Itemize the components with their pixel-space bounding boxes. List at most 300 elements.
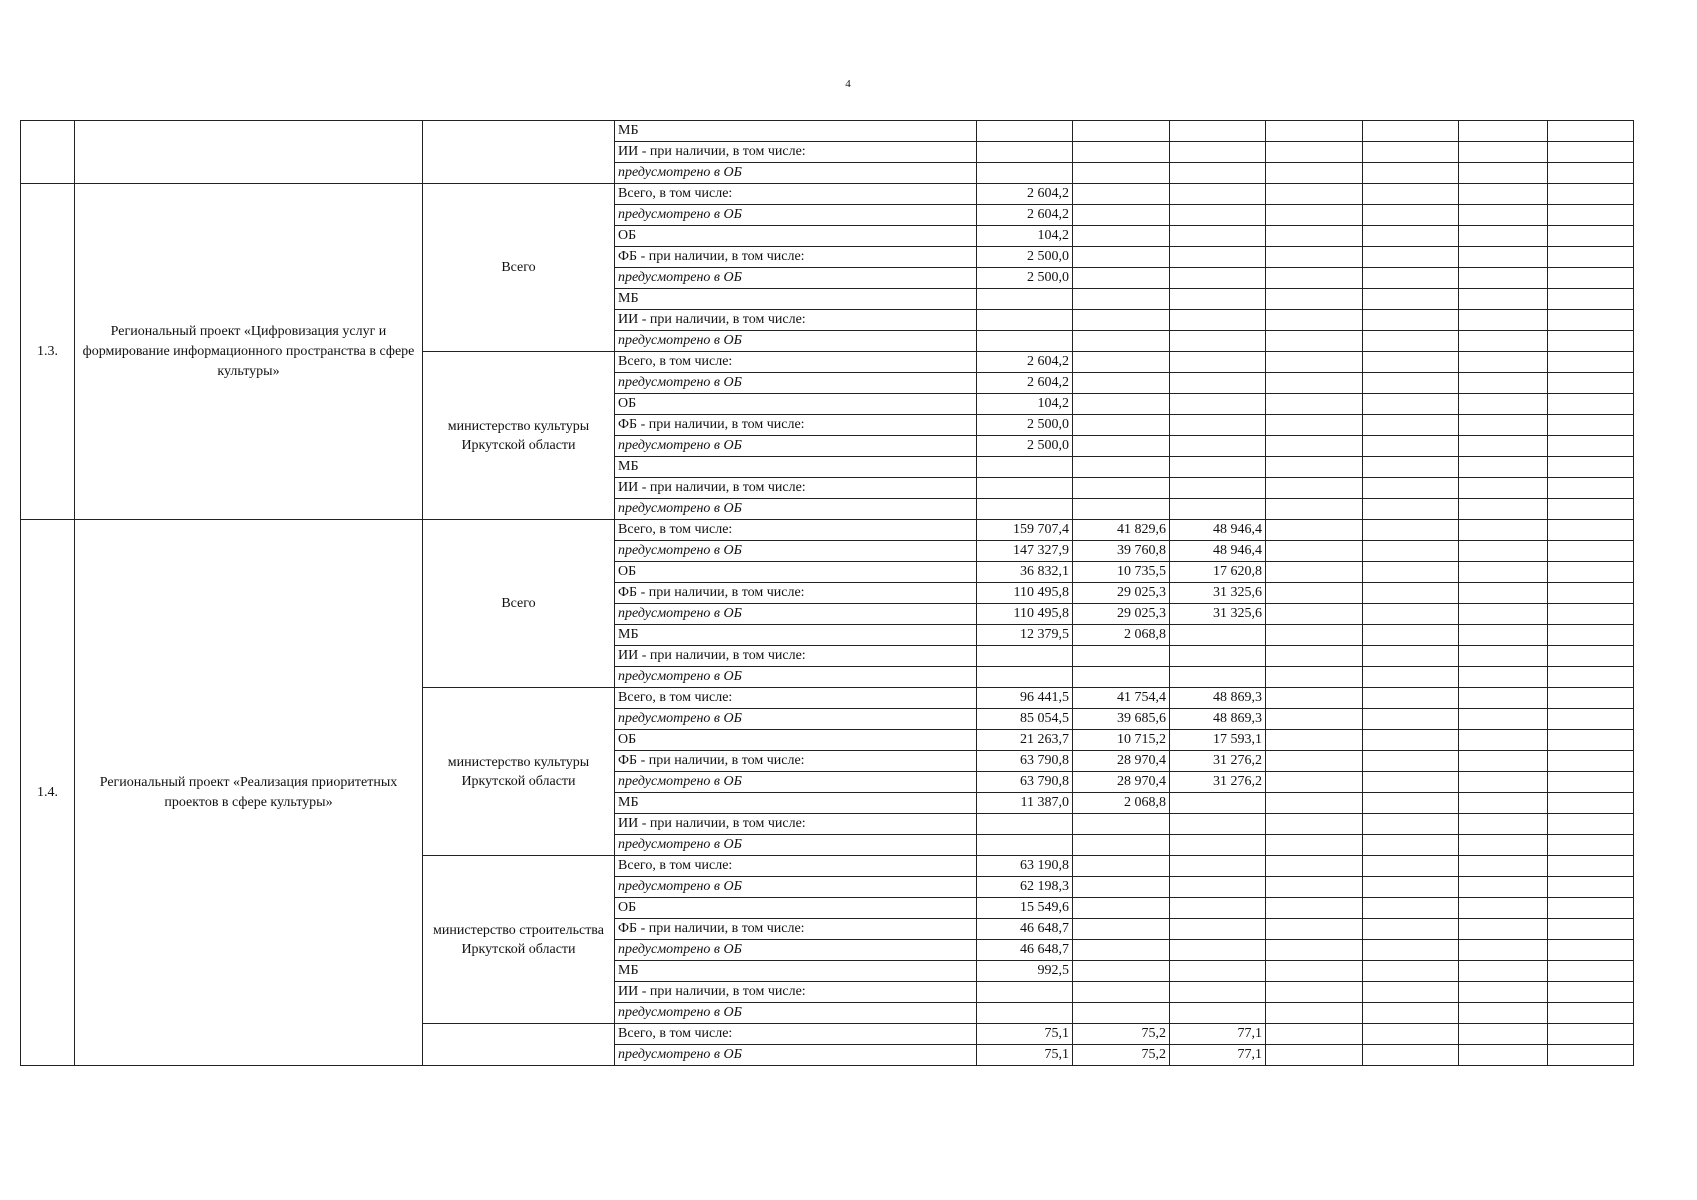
- amount-cell: [1459, 205, 1548, 226]
- amount-cell: [1459, 919, 1548, 940]
- amount-cell: [1170, 877, 1266, 898]
- amount-cell: [1363, 562, 1459, 583]
- amount-cell: [1459, 940, 1548, 961]
- amount-cell: [1548, 331, 1634, 352]
- amount-cell: [1073, 814, 1170, 835]
- amount-cell: [1073, 394, 1170, 415]
- funding-source: предусмотрено в ОБ: [615, 268, 977, 289]
- amount-cell: [1363, 709, 1459, 730]
- amount-cell: [1548, 835, 1634, 856]
- amount-cell: [1170, 1003, 1266, 1024]
- amount-cell: 159 707,4: [977, 520, 1073, 541]
- amount-cell: [1548, 499, 1634, 520]
- amount-cell: [1073, 352, 1170, 373]
- amount-cell: [1266, 436, 1363, 457]
- amount-cell: [1073, 121, 1170, 142]
- amount-cell: [1459, 856, 1548, 877]
- amount-cell: [1459, 541, 1548, 562]
- amount-cell: [1266, 499, 1363, 520]
- funding-source: МБ: [615, 121, 977, 142]
- amount-cell: 992,5: [977, 961, 1073, 982]
- table-row: [21, 121, 1634, 142]
- amount-cell: [977, 457, 1073, 478]
- amount-cell: [1170, 289, 1266, 310]
- funding-source: МБ: [615, 961, 977, 982]
- funding-source: Всего, в том числе:: [615, 520, 977, 541]
- funding-source: Всего, в том числе:: [615, 688, 977, 709]
- amount-cell: [1459, 520, 1548, 541]
- amount-cell: [1548, 1003, 1634, 1024]
- amount-cell: [1363, 415, 1459, 436]
- amount-cell: [1363, 541, 1459, 562]
- amount-cell: [977, 163, 1073, 184]
- amount-cell: [1170, 121, 1266, 142]
- amount-cell: [1073, 1003, 1170, 1024]
- amount-cell: [1459, 961, 1548, 982]
- amount-cell: [977, 310, 1073, 331]
- funding-source: предусмотрено в ОБ: [615, 163, 977, 184]
- amount-cell: 10 715,2: [1073, 730, 1170, 751]
- amount-cell: [1363, 205, 1459, 226]
- funding-source: ИИ - при наличии, в том числе:: [615, 814, 977, 835]
- amount-cell: [1548, 1024, 1634, 1045]
- amount-cell: [1459, 730, 1548, 751]
- amount-cell: [1266, 1024, 1363, 1045]
- amount-cell: [1266, 142, 1363, 163]
- amount-cell: [1548, 772, 1634, 793]
- amount-cell: [1459, 457, 1548, 478]
- amount-cell: 31 325,6: [1170, 604, 1266, 625]
- amount-cell: [1548, 919, 1634, 940]
- amount-cell: [1363, 940, 1459, 961]
- amount-cell: [1548, 289, 1634, 310]
- amount-cell: [1170, 310, 1266, 331]
- amount-cell: [977, 646, 1073, 667]
- amount-cell: 10 735,5: [1073, 562, 1170, 583]
- amount-cell: [1363, 730, 1459, 751]
- executor-total: Всего: [423, 184, 615, 352]
- amount-cell: [1073, 457, 1170, 478]
- amount-cell: 21 263,7: [977, 730, 1073, 751]
- amount-cell: [1548, 121, 1634, 142]
- amount-cell: [1459, 142, 1548, 163]
- amount-cell: [1363, 142, 1459, 163]
- amount-cell: [1266, 478, 1363, 499]
- amount-cell: [1266, 184, 1363, 205]
- amount-cell: [1170, 898, 1266, 919]
- amount-cell: 2 068,8: [1073, 793, 1170, 814]
- amount-cell: [1548, 457, 1634, 478]
- amount-cell: [1363, 667, 1459, 688]
- amount-cell: 31 325,6: [1170, 583, 1266, 604]
- amount-cell: [1170, 142, 1266, 163]
- amount-cell: [977, 289, 1073, 310]
- amount-cell: [1170, 940, 1266, 961]
- executor-min-culture: министерство культуры Иркутской области: [423, 688, 615, 856]
- amount-cell: [1548, 142, 1634, 163]
- funding-source: ИИ - при наличии, в том числе:: [615, 310, 977, 331]
- amount-cell: [1363, 604, 1459, 625]
- amount-cell: [1266, 373, 1363, 394]
- amount-cell: [1548, 961, 1634, 982]
- funding-source: ФБ - при наличии, в том числе:: [615, 583, 977, 604]
- amount-cell: [1548, 562, 1634, 583]
- amount-cell: [1266, 163, 1363, 184]
- table-row: [21, 184, 1634, 205]
- amount-cell: 36 832,1: [977, 562, 1073, 583]
- amount-cell: [1548, 877, 1634, 898]
- amount-cell: [1459, 814, 1548, 835]
- funding-source: ОБ: [615, 898, 977, 919]
- funding-source: Всего, в том числе:: [615, 1024, 977, 1045]
- amount-cell: [1548, 688, 1634, 709]
- amount-cell: [1459, 667, 1548, 688]
- funding-source: ИИ - при наличии, в том числе:: [615, 142, 977, 163]
- executor-cell: [423, 1024, 615, 1066]
- amount-cell: 39 760,8: [1073, 541, 1170, 562]
- funding-source: предусмотрено в ОБ: [615, 1045, 977, 1066]
- amount-cell: [1459, 436, 1548, 457]
- funding-source: ИИ - при наличии, в том числе:: [615, 478, 977, 499]
- amount-cell: [1073, 646, 1170, 667]
- amount-cell: 31 276,2: [1170, 772, 1266, 793]
- funding-source: ФБ - при наличии, в том числе:: [615, 415, 977, 436]
- amount-cell: [1266, 667, 1363, 688]
- amount-cell: 85 054,5: [977, 709, 1073, 730]
- amount-cell: [1170, 226, 1266, 247]
- project-name-cell: [75, 121, 423, 184]
- amount-cell: [1363, 226, 1459, 247]
- amount-cell: [1073, 205, 1170, 226]
- amount-cell: 29 025,3: [1073, 583, 1170, 604]
- amount-cell: 2 500,0: [977, 247, 1073, 268]
- amount-cell: [1266, 625, 1363, 646]
- funding-source: ОБ: [615, 562, 977, 583]
- amount-cell: [1363, 1024, 1459, 1045]
- amount-cell: [1170, 163, 1266, 184]
- amount-cell: [1266, 205, 1363, 226]
- amount-cell: [1363, 919, 1459, 940]
- funding-source: предусмотрено в ОБ: [615, 436, 977, 457]
- amount-cell: 31 276,2: [1170, 751, 1266, 772]
- funding-source: предусмотрено в ОБ: [615, 1003, 977, 1024]
- amount-cell: [1266, 835, 1363, 856]
- amount-cell: [1363, 331, 1459, 352]
- amount-cell: [1548, 520, 1634, 541]
- funding-source: предусмотрено в ОБ: [615, 667, 977, 688]
- amount-cell: 29 025,3: [1073, 604, 1170, 625]
- amount-cell: [1170, 436, 1266, 457]
- amount-cell: [1363, 751, 1459, 772]
- amount-cell: [1363, 373, 1459, 394]
- amount-cell: [1363, 478, 1459, 499]
- amount-cell: [977, 1003, 1073, 1024]
- amount-cell: [1170, 814, 1266, 835]
- amount-cell: [1266, 814, 1363, 835]
- amount-cell: [1363, 625, 1459, 646]
- amount-cell: [1266, 751, 1363, 772]
- amount-cell: [1266, 793, 1363, 814]
- funding-source: ИИ - при наличии, в том числе:: [615, 646, 977, 667]
- amount-cell: 17 593,1: [1170, 730, 1266, 751]
- amount-cell: [1548, 646, 1634, 667]
- amount-cell: 75,1: [977, 1045, 1073, 1066]
- amount-cell: [1363, 457, 1459, 478]
- amount-cell: [977, 331, 1073, 352]
- table-row: [21, 520, 1634, 541]
- amount-cell: [1548, 940, 1634, 961]
- amount-cell: [1170, 268, 1266, 289]
- amount-cell: [1073, 184, 1170, 205]
- amount-cell: [1266, 268, 1363, 289]
- funding-source: Всего, в том числе:: [615, 856, 977, 877]
- amount-cell: 41 829,6: [1073, 520, 1170, 541]
- amount-cell: [1459, 688, 1548, 709]
- amount-cell: [1073, 856, 1170, 877]
- amount-cell: [1548, 625, 1634, 646]
- amount-cell: [1459, 373, 1548, 394]
- amount-cell: [1459, 499, 1548, 520]
- amount-cell: 41 754,4: [1073, 688, 1170, 709]
- amount-cell: [1073, 478, 1170, 499]
- funding-source: МБ: [615, 289, 977, 310]
- amount-cell: [1266, 562, 1363, 583]
- amount-cell: [1363, 394, 1459, 415]
- amount-cell: [1073, 163, 1170, 184]
- amount-cell: [1170, 667, 1266, 688]
- amount-cell: [1363, 310, 1459, 331]
- amount-cell: [1548, 226, 1634, 247]
- amount-cell: [1170, 961, 1266, 982]
- funding-source: МБ: [615, 457, 977, 478]
- amount-cell: [1459, 751, 1548, 772]
- amount-cell: [1548, 709, 1634, 730]
- amount-cell: [1548, 898, 1634, 919]
- amount-cell: [1363, 163, 1459, 184]
- amount-cell: 12 379,5: [977, 625, 1073, 646]
- amount-cell: [1363, 289, 1459, 310]
- amount-cell: [977, 667, 1073, 688]
- amount-cell: 77,1: [1170, 1024, 1266, 1045]
- amount-cell: [1073, 667, 1170, 688]
- amount-cell: [1548, 247, 1634, 268]
- amount-cell: [1459, 709, 1548, 730]
- amount-cell: 48 946,4: [1170, 541, 1266, 562]
- funding-source: МБ: [615, 625, 977, 646]
- amount-cell: [1548, 436, 1634, 457]
- amount-cell: [977, 814, 1073, 835]
- amount-cell: [1363, 352, 1459, 373]
- amount-cell: [1170, 247, 1266, 268]
- amount-cell: [1363, 898, 1459, 919]
- amount-cell: 75,1: [977, 1024, 1073, 1045]
- amount-cell: [1170, 856, 1266, 877]
- amount-cell: [1073, 898, 1170, 919]
- amount-cell: [1548, 814, 1634, 835]
- amount-cell: [1363, 247, 1459, 268]
- amount-cell: [1266, 877, 1363, 898]
- amount-cell: [1459, 625, 1548, 646]
- amount-cell: [977, 982, 1073, 1003]
- amount-cell: [1459, 478, 1548, 499]
- amount-cell: [977, 499, 1073, 520]
- amount-cell: [1548, 541, 1634, 562]
- amount-cell: [1170, 499, 1266, 520]
- amount-cell: 28 970,4: [1073, 751, 1170, 772]
- amount-cell: 110 495,8: [977, 583, 1073, 604]
- amount-cell: [1548, 667, 1634, 688]
- amount-cell: [1459, 310, 1548, 331]
- amount-cell: 63 190,8: [977, 856, 1073, 877]
- amount-cell: [1073, 499, 1170, 520]
- amount-cell: 2 604,2: [977, 205, 1073, 226]
- amount-cell: [1363, 520, 1459, 541]
- amount-cell: [1459, 226, 1548, 247]
- funding-source: Всего, в том числе:: [615, 352, 977, 373]
- amount-cell: [1459, 835, 1548, 856]
- amount-cell: [1363, 835, 1459, 856]
- amount-cell: 11 387,0: [977, 793, 1073, 814]
- amount-cell: 63 790,8: [977, 751, 1073, 772]
- amount-cell: [1266, 352, 1363, 373]
- amount-cell: [1459, 415, 1548, 436]
- amount-cell: [1363, 499, 1459, 520]
- amount-cell: [1459, 163, 1548, 184]
- amount-cell: [1170, 373, 1266, 394]
- amount-cell: [1266, 331, 1363, 352]
- amount-cell: [1266, 709, 1363, 730]
- amount-cell: [1170, 625, 1266, 646]
- amount-cell: [1073, 331, 1170, 352]
- amount-cell: 46 648,7: [977, 919, 1073, 940]
- amount-cell: [1073, 247, 1170, 268]
- amount-cell: [1170, 793, 1266, 814]
- amount-cell: [1073, 268, 1170, 289]
- amount-cell: [1548, 730, 1634, 751]
- amount-cell: [977, 121, 1073, 142]
- amount-cell: [977, 478, 1073, 499]
- funding-source: предусмотрено в ОБ: [615, 604, 977, 625]
- amount-cell: [1266, 982, 1363, 1003]
- amount-cell: [1548, 1045, 1634, 1066]
- amount-cell: [1363, 583, 1459, 604]
- amount-cell: 2 500,0: [977, 436, 1073, 457]
- budget-table: [20, 120, 1634, 1066]
- amount-cell: [1548, 205, 1634, 226]
- amount-cell: [1363, 814, 1459, 835]
- amount-cell: [1459, 1045, 1548, 1066]
- amount-cell: [1548, 478, 1634, 499]
- amount-cell: [1266, 961, 1363, 982]
- funding-source: ОБ: [615, 394, 977, 415]
- funding-source: ОБ: [615, 730, 977, 751]
- amount-cell: 46 648,7: [977, 940, 1073, 961]
- row-index-cell: [21, 121, 75, 184]
- amount-cell: [977, 835, 1073, 856]
- amount-cell: [1459, 121, 1548, 142]
- amount-cell: [1170, 415, 1266, 436]
- amount-cell: 48 946,4: [1170, 520, 1266, 541]
- amount-cell: [1170, 982, 1266, 1003]
- amount-cell: [1073, 373, 1170, 394]
- amount-cell: [1266, 772, 1363, 793]
- amount-cell: [1170, 184, 1266, 205]
- amount-cell: 62 198,3: [977, 877, 1073, 898]
- amount-cell: [1170, 457, 1266, 478]
- project-index: 1.4.: [21, 520, 75, 1066]
- amount-cell: [1363, 121, 1459, 142]
- funding-source: ФБ - при наличии, в том числе:: [615, 919, 977, 940]
- amount-cell: [1266, 247, 1363, 268]
- amount-cell: [1266, 1045, 1363, 1066]
- amount-cell: [1266, 121, 1363, 142]
- amount-cell: [1459, 982, 1548, 1003]
- amount-cell: [1363, 646, 1459, 667]
- amount-cell: [1170, 646, 1266, 667]
- amount-cell: [1266, 310, 1363, 331]
- amount-cell: [1459, 289, 1548, 310]
- amount-cell: [1266, 394, 1363, 415]
- amount-cell: [1459, 604, 1548, 625]
- amount-cell: [1459, 1003, 1548, 1024]
- executor-total: Всего: [423, 520, 615, 688]
- amount-cell: [1459, 562, 1548, 583]
- amount-cell: [1548, 982, 1634, 1003]
- amount-cell: [1073, 289, 1170, 310]
- amount-cell: [1459, 772, 1548, 793]
- amount-cell: 110 495,8: [977, 604, 1073, 625]
- funding-source: предусмотрено в ОБ: [615, 940, 977, 961]
- amount-cell: [1363, 184, 1459, 205]
- amount-cell: [1073, 415, 1170, 436]
- amount-cell: [1266, 457, 1363, 478]
- funding-source: предусмотрено в ОБ: [615, 541, 977, 562]
- amount-cell: [1459, 184, 1548, 205]
- amount-cell: [1363, 982, 1459, 1003]
- amount-cell: [1363, 961, 1459, 982]
- amount-cell: [1363, 856, 1459, 877]
- funding-source: предусмотрено в ОБ: [615, 772, 977, 793]
- amount-cell: [1266, 940, 1363, 961]
- amount-cell: [1459, 331, 1548, 352]
- amount-cell: [1073, 919, 1170, 940]
- amount-cell: [1266, 541, 1363, 562]
- amount-cell: [977, 142, 1073, 163]
- amount-cell: [1266, 730, 1363, 751]
- amount-cell: 48 869,3: [1170, 688, 1266, 709]
- funding-source: ИИ - при наличии, в том числе:: [615, 982, 977, 1003]
- amount-cell: [1073, 310, 1170, 331]
- amount-cell: [1073, 940, 1170, 961]
- funding-source: предусмотрено в ОБ: [615, 835, 977, 856]
- amount-cell: [1266, 646, 1363, 667]
- amount-cell: [1548, 184, 1634, 205]
- amount-cell: [1548, 793, 1634, 814]
- amount-cell: [1459, 352, 1548, 373]
- page-number: 4: [845, 78, 851, 90]
- amount-cell: [1266, 520, 1363, 541]
- amount-cell: [1548, 352, 1634, 373]
- amount-cell: [1266, 604, 1363, 625]
- amount-cell: [1170, 919, 1266, 940]
- funding-source: ОБ: [615, 226, 977, 247]
- amount-cell: [1073, 142, 1170, 163]
- amount-cell: [1459, 268, 1548, 289]
- executor-min-construction: министерство строительства Иркутской области: [423, 856, 615, 1024]
- amount-cell: [1459, 898, 1548, 919]
- funding-source: предусмотрено в ОБ: [615, 331, 977, 352]
- amount-cell: [1266, 289, 1363, 310]
